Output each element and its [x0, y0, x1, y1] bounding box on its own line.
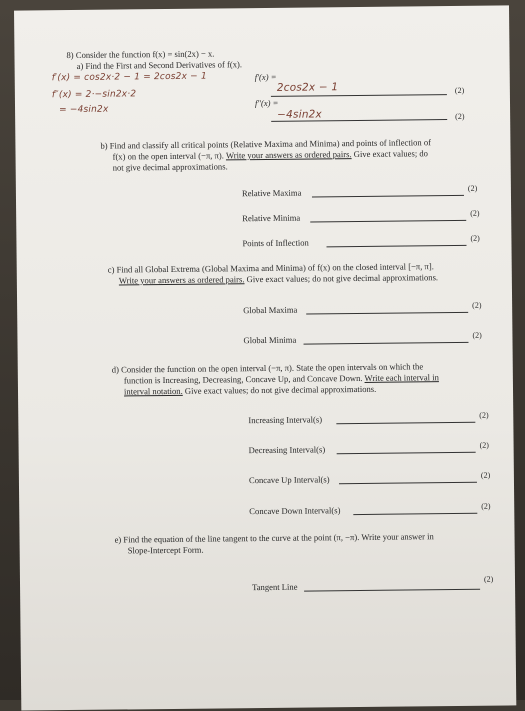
handwritten-work-line-2: f″(x) = 2·−sin2x·2 — [51, 89, 137, 101]
first-derivative-answer: 2cos2x − 1 — [276, 81, 339, 94]
relative-minima-label: Relative Minima — [242, 212, 301, 224]
increasing-intervals-answer-line — [336, 422, 475, 424]
relative-minima-answer-line — [310, 220, 466, 223]
decreasing-intervals-answer-line — [337, 452, 476, 454]
points-of-inflection-points: (2) — [470, 233, 480, 243]
decreasing-intervals-points: (2) — [479, 440, 489, 450]
second-derivative-points: (2) — [455, 111, 465, 121]
first-derivative-label: f′(x) = — [254, 71, 277, 83]
global-maxima-answer-line — [306, 312, 468, 315]
decreasing-intervals-label: Decreasing Interval(s) — [248, 444, 326, 456]
points-of-inflection-label: Points of Inflection — [242, 237, 309, 249]
part-c-prompt-line-2: Write your answers as ordered pairs. Give exact values; do not give decimal approximations. — [118, 272, 439, 286]
part-e-prompt-line-1: e) Find the equation of the line tangent to the curve at the point (π, −π). Write your answer in — [114, 531, 434, 545]
part-a-prompt: a) Find the First and Second Derivatives of f(x). — [76, 59, 243, 71]
worksheet-page — [14, 5, 516, 710]
concave-down-intervals-points: (2) — [481, 501, 491, 511]
part-b-prompt-line-1: b) Find and classify all critical points (Relative Maxima and Minima) and points of inflection of — [100, 137, 432, 151]
second-derivative-answer: −4sin2x — [277, 108, 323, 121]
relative-maxima-answer-line — [312, 195, 464, 198]
part-e-prompt-line-2: Slope-Intercept Form. — [127, 544, 204, 556]
concave-down-intervals-label: Concave Down Interval(s) — [249, 505, 341, 517]
part-b-prompt-line-2: f(x) on the open interval (−π, π). Write your answers as ordered pairs. Give exact values; do — [112, 148, 428, 162]
part-d-prompt-line-3: interval notation. Give exact values; do not give decimal approximations. — [123, 383, 377, 397]
first-derivative-points: (2) — [454, 85, 465, 95]
global-minima-points: (2) — [472, 330, 482, 340]
concave-up-intervals-points: (2) — [480, 470, 491, 480]
concave-up-intervals-label: Concave Up Interval(s) — [248, 474, 330, 486]
tangent-line-label: Tangent Line — [252, 581, 298, 593]
concave-down-intervals-answer-line — [353, 513, 477, 515]
concave-up-intervals-answer-line — [339, 482, 477, 484]
global-minima-answer-line — [304, 342, 469, 345]
tangent-line-points: (2) — [483, 574, 494, 584]
tangent-line-answer-line — [304, 589, 480, 592]
second-derivative-label: f″(x) = — [254, 97, 279, 109]
relative-maxima-label: Relative Maxima — [241, 187, 302, 199]
part-d-prompt-line-1: d) Consider the function on the open interval (−π, π). State the open intervals on which the — [111, 361, 424, 375]
part-c-prompt-line-1: c) Find all Global Extrema (Global Maxima and Minima) of f(x) on the closed interval [−π, π]. — [107, 261, 434, 275]
question-number: 8) — [66, 49, 74, 61]
part-d-prompt-line-2: function is Increasing, Decreasing, Concave Up, and Concave Down. Write each interval in — [123, 372, 439, 386]
relative-minima-points: (2) — [470, 208, 480, 218]
increasing-intervals-points: (2) — [479, 410, 489, 420]
part-b-prompt-line-3: not give decimal approximations. — [112, 161, 228, 173]
handwritten-work-line-3: = −4sin2x — [59, 104, 109, 116]
relative-maxima-points: (2) — [467, 183, 478, 193]
global-maxima-points: (2) — [472, 300, 482, 310]
global-maxima-label: Global Maxima — [243, 304, 298, 316]
handwritten-work-line-1: f′(x) = cos2x·2 − 1 = 2cos2x − 1 — [51, 71, 207, 84]
global-minima-label: Global Minima — [243, 334, 297, 346]
increasing-intervals-label: Increasing Interval(s) — [248, 414, 323, 426]
question-intro-text: Consider the function f(x) = sin(2x) − x. — [75, 48, 215, 60]
points-of-inflection-answer-line — [326, 245, 466, 247]
